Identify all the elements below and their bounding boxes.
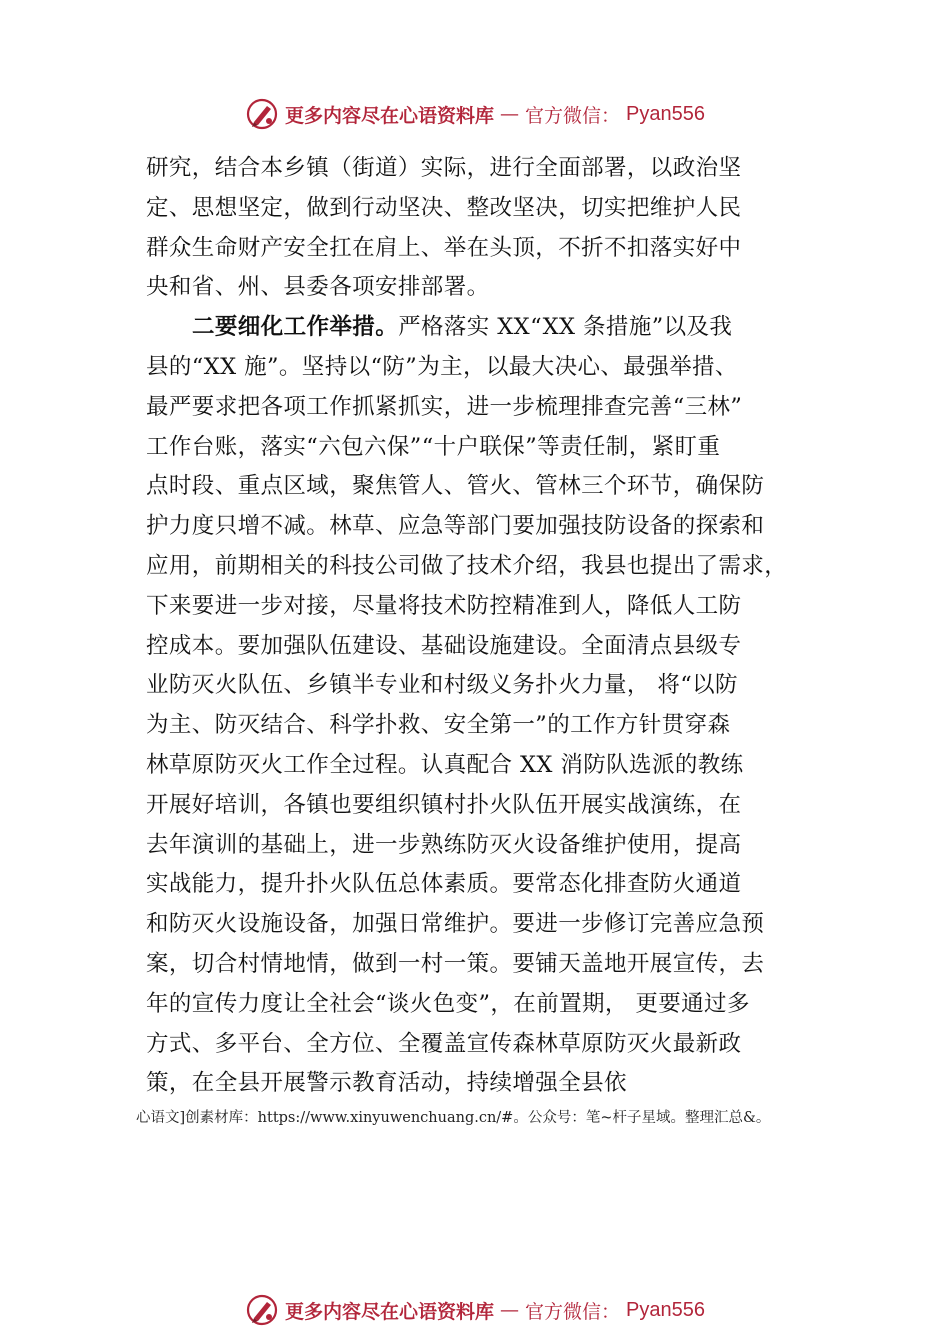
text-line: 护力度只增不减。林草、应急等部门要加强技防设备的探索和 <box>146 513 765 540</box>
text-line: 控成本。要加强队伍建设、基础设施建设。全面清点县级专 <box>146 632 742 659</box>
paragraph-heading: 二要细化工作举措。 <box>192 314 399 341</box>
text-line: 策，在全县开展警示教育活动，持续增强全县依 <box>146 1070 627 1097</box>
pen-seal-icon <box>245 97 279 131</box>
text-line: 研究，结合本乡镇（街道）实际，进行全面部署，以政治坚 <box>146 155 742 181</box>
header-banner <box>0 94 950 134</box>
pen-seal-icon <box>245 1293 279 1327</box>
text-line: 点时段、重点区域，聚焦管人、管火、管林三个环节，确保防 <box>146 473 765 500</box>
text-line: 应用，前期相关的科技公司做了技术介绍，我县也提出了需求， <box>146 552 788 579</box>
text-line: 工作台账，落实“六包六保”“十户联保”等责任制，紧盯重 <box>146 433 721 460</box>
text-line: 年的宣传力度让全社会“谈火色变”，在前置期， 更要通过多 <box>146 990 750 1017</box>
text-line: 下来要进一步对接，尽量将技术防控精准到人，降低人工防 <box>146 592 742 619</box>
banner-slogan: 更多内容尽在心语资料库 <box>285 1300 495 1323</box>
banner-wechat-id: Pyan556 <box>626 102 705 125</box>
header-banner-content <box>245 97 705 131</box>
text-line: 实战能力，提升扑火队伍总体素质。要常态化排查防火通道 <box>146 871 742 898</box>
footer-banner-content <box>245 1293 705 1327</box>
banner-separator: — <box>500 103 520 125</box>
document-body <box>146 149 836 1104</box>
text-line: 林草原防灭火工作全过程。认真配合 XX 消防队选派的教练 <box>146 751 744 778</box>
paragraph-2-first-line <box>146 308 836 348</box>
paragraph-text: 严格落实 XX“XX 条措施”以及我 <box>398 314 733 341</box>
text-line: 开展好培训，各镇也要组织镇村扑火队伍开展实战演练，在 <box>146 791 742 818</box>
banner-wechat-label: 官方微信： <box>525 104 621 127</box>
banner-slogan: 更多内容尽在心语资料库 <box>285 104 495 127</box>
text-line: 县的“XX 施”。坚持以“防”为主，以最大决心、最强举措、 <box>146 353 738 380</box>
text-line: 方式、多平台、全方位、全覆盖宣传森林草原防灭火最新政 <box>146 1030 742 1057</box>
text-line: 最严要求把各项工作抓紧抓实，进一步梳理排查完善“三林” <box>146 393 743 420</box>
text-line: 群众生命财产安全扛在肩上、举在头顶，不折不扣落实好中 <box>146 234 742 261</box>
text-line: 去年演训的基础上，进一步熟练防灭火设备维护使用，提高 <box>146 831 742 858</box>
banner-wechat-label: 官方微信： <box>525 1300 621 1323</box>
text-line: 业防灭火队伍、乡镇半专业和村级义务扑火力量， 将“以防 <box>146 672 738 699</box>
banner-separator: — <box>500 1299 520 1321</box>
banner-wechat-id: Pyan556 <box>626 1298 705 1321</box>
text-line: 为主、防灭结合、科学扑救、安全第一”的工作方针贯穿森 <box>146 712 731 739</box>
text-line: 定、思想坚定，做到行动坚决、整改坚决，切实把维护人民 <box>146 194 742 221</box>
footer-banner <box>0 1290 950 1330</box>
text-line: 和防灭火设施设备，加强日常维护。要进一步修订完善应急预 <box>146 911 765 938</box>
text-line: 央和省、州、县委各项安排部署。 <box>146 274 490 301</box>
source-note: 心语文]创素材库：https://www.xinyuwenchuang.cn/#。公众号：笔~杆子星域。整理汇总&。 <box>136 1110 771 1126</box>
text-line: 案，切合村情地情，做到一村一策。要铺天盖地开展宣传，去 <box>146 950 765 977</box>
